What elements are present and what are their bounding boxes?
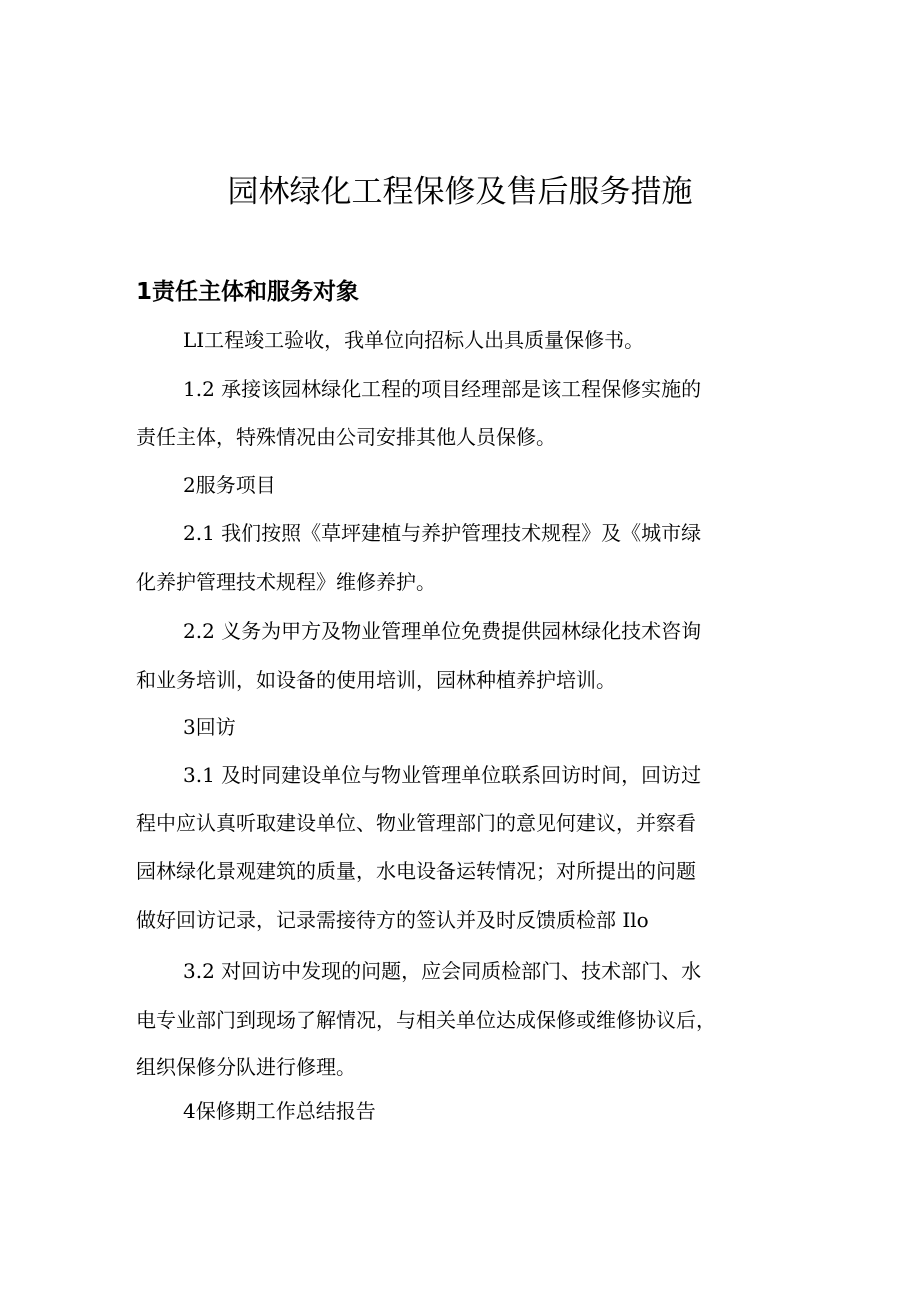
paragraph-line: 1.2 承接该园林绿化工程的项目经理部是该工程保修实施的 [183, 377, 702, 401]
paragraph-line: 3.2 对回访中发现的问题，应会同质检部门、技术部门、水 [183, 959, 702, 983]
paragraph-line: 责任主体，特殊情况由公司安排其他人员保修。 [136, 425, 556, 449]
paragraph-line: 和业务培训，如设备的使用培训，园林种植养护培训。 [136, 668, 616, 692]
paragraph-line: 组织保修分队进行修理。 [136, 1055, 356, 1079]
subheading-line: 3回访 [183, 715, 236, 739]
document-title: 园林绿化工程保修及售后服务措施 [227, 174, 693, 210]
subheading-line: 4保修期工作总结报告 [183, 1099, 376, 1123]
paragraph-line: 2.1 我们按照《草坪建植与养护管理技术规程》及《城市绿 [183, 521, 702, 545]
paragraph-line: 做好回访记录，记录需接待方的签认并及时反馈质检部 Ilo [136, 908, 649, 932]
paragraph-line: 3.1 及时同建设单位与物业管理单位联系回访时间，回访过 [183, 763, 702, 787]
section-heading-1: 1责任主体和服务对象 [136, 279, 360, 305]
paragraph-line: 程中应认真听取建设单位、物业管理部门的意见何建议，并察看 [136, 811, 696, 835]
paragraph-line: 园林绿化景观建筑的质量，水电设备运转情况；对所提出的问题 [136, 859, 696, 883]
paragraph-line: 2.2 义务为甲方及物业管理单位免费提供园林绿化技术咨询 [183, 619, 702, 643]
paragraph-line: LI工程竣工验收，我单位向招标人出具质量保修书。 [183, 328, 645, 352]
paragraph-line: 电专业部门到现场了解情况，与相关单位达成保修或维修协议后， [136, 1008, 716, 1032]
paragraph-line: 化养护管理技术规程》维修养护。 [136, 570, 436, 594]
subheading-line: 2服务项目 [183, 473, 276, 497]
